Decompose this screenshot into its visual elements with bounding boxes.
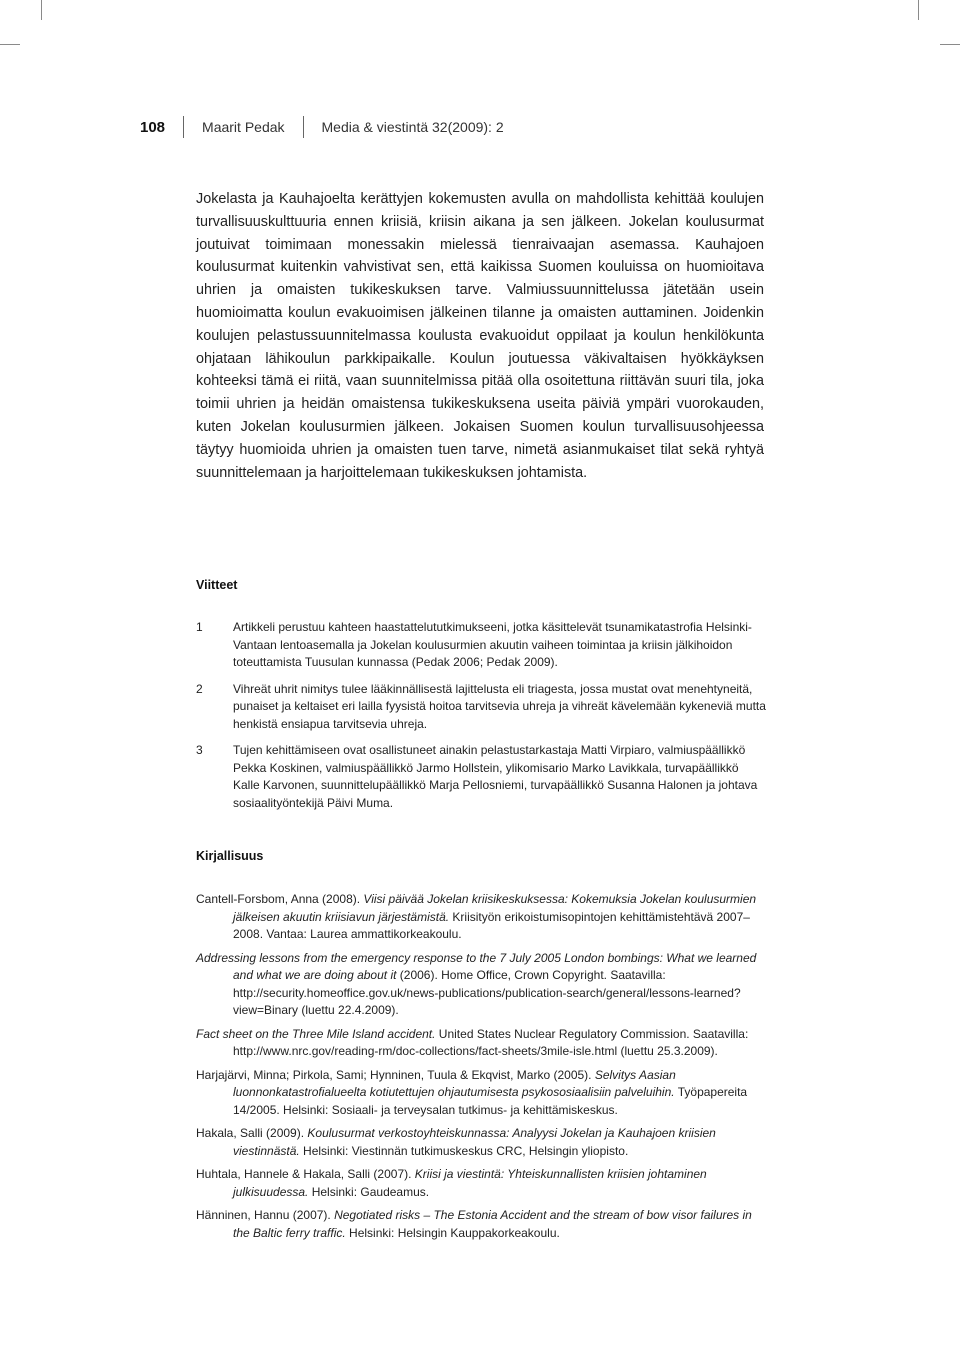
reference-author: Harjajärvi, Minna; Pirkola, Sami; Hynninen, Tuula & Ekqvist, Marko (2005). xyxy=(196,1067,595,1082)
reference-details: Helsinki: Viestinnän tutkimuskeskus CRC, Helsingin yliopisto. xyxy=(299,1143,629,1158)
reference-title: Selvitys Aasian luonnonkatastrofialueelta kotiutettujen ohjautumisesta psykososiaalisiin palveluihin. xyxy=(233,1067,676,1099)
reference-details: United States Nuclear Regulatory Commission. Saatavilla: http://www.nrc.gov/reading-rm/doc-collections/fact-sheets/3mile-isle.html (luettu 25.3.2009). xyxy=(233,1026,749,1058)
notes-list xyxy=(196,619,766,821)
crop-mark-top-right xyxy=(918,0,919,20)
note-number: 3 xyxy=(196,743,203,757)
header-divider xyxy=(303,116,304,138)
reference-title: Fact sheet on the Three Mile Island accident. xyxy=(196,1026,436,1041)
page-number: 108 xyxy=(140,118,166,136)
reference-details: Helsinki: Gaudeamus. xyxy=(308,1184,430,1199)
crop-mark-right-top xyxy=(940,44,960,45)
reference-item xyxy=(196,1125,766,1160)
reference-title: Viisi päivää Jokelan kriisikeskuksessa: Kokemuksia Jokelan koulusurmien jälkeisen akuutin kriisiavun järjestämistä. xyxy=(233,892,757,924)
reference-title: Kriisi ja viestintä: Yhteiskunnallisten kriisien johtaminen julkisuudessa. xyxy=(233,1167,707,1199)
header-divider xyxy=(183,116,184,138)
note-text: Vihreät uhrit nimitys tulee lääkinnällisestä lajittelusta eli triagesta, jossa mustat ovat menehtyneitä, punaiset ja keltaiset eri lailla fyysistä hoitoa tarvitsevia uhreja ja vihreät kävelemään kykeneviä mutta henkistä ensiapua tarvitsevia uhreja. xyxy=(233,681,766,731)
note-text: Tujen kehittämiseen ovat osallistuneet ainakin pelastustarkastaja Matti Virpiaro, valmiuspäällikkö Pekka Koskinen, valmiuspäällikkö Jarmo Hollstein, ylikomisario Marko Lavikkala, turvapäällikkö Kalle Karvonen, suunnittelupäällikkö Marja Pellosniemi, turvapäällikkö Susanna Halonen ja johtava sosiaalityöntekijä Päivi Muma. xyxy=(233,743,758,810)
references-list xyxy=(196,891,766,1248)
crop-mark-left-top xyxy=(0,44,20,45)
reference-item xyxy=(196,1166,766,1201)
reference-item xyxy=(196,950,766,1020)
note-number: 1 xyxy=(196,620,203,634)
note-item xyxy=(196,742,766,812)
running-header xyxy=(140,116,504,138)
notes-heading: Viitteet xyxy=(196,578,238,592)
header-journal: Media & viestintä 32(2009): 2 xyxy=(321,119,504,135)
reference-author: Hänninen, Hannu (2007). xyxy=(196,1208,335,1222)
reference-details: Kriisityön erikoistumisopintojen kehittämistehtävä 2007–2008. Vantaa: Laurea ammattikorkeakoulu. xyxy=(233,909,750,941)
reference-item xyxy=(196,1067,766,1120)
note-number: 2 xyxy=(196,681,203,696)
note-item xyxy=(196,681,766,734)
reference-item xyxy=(196,1026,766,1061)
reference-details: Työpapereita 14/2005. Helsinki: Sosiaali- ja terveysalan tutkimus- ja kehittämiskeskus. xyxy=(233,1085,748,1117)
reference-author: Cantell-Forsbom, Anna (2008). xyxy=(196,892,364,906)
note-item xyxy=(196,619,766,672)
reference-details: (2006). Home Office, Crown Copyright. Saatavilla: http://security.homeoffice.gov.uk/news-publications/publication-search/general/lessons-learned?view=Binary (luettu 22.4.2009). xyxy=(233,968,741,1017)
reference-item xyxy=(196,891,766,944)
reference-author: Huhtala, Hannele & Hakala, Salli (2007). xyxy=(196,1167,415,1181)
reference-author: Hakala, Salli (2009). xyxy=(196,1126,308,1140)
note-text: Artikkeli perustuu kahteen haastattelututkimukseeni, jotka käsittelevät tsunamikatastrofia Helsinki-Vantaan lentoasemalla ja Jokelan koulusurmien akuutin vaiheen toimintaa ja kriisin jälkihoidon toteuttamista Tuusulan kunnassa (Pedak 2006; Pedak 2009). xyxy=(233,620,752,669)
references-heading: Kirjallisuus xyxy=(196,849,264,863)
reference-title: Koulusurmat verkostoyhteiskunnassa: Analyysi Jokelan ja Kauhajoen kriisien viestinnästä. xyxy=(233,1126,716,1158)
reference-item xyxy=(196,1207,766,1242)
header-author: Maarit Pedak xyxy=(202,119,285,135)
crop-mark-top-left xyxy=(41,0,42,20)
reference-title: Negotiated risks – The Estonia Accident and the stream of bow visor failures in the Baltic ferry traffic. xyxy=(233,1208,752,1240)
body-text xyxy=(196,188,764,484)
reference-title: Addressing lessons from the emergency response to the 7 July 2005 London bombings: What we learned and what we are doing about it xyxy=(196,950,757,982)
body-paragraph: Jokelasta ja Kauhajoelta kerättyjen kokemusten avulla on mahdollista kehittää koulujen turvallisuuskulttuuria ennen kriisiä, kriisin aikana ja sen jälkeen. Jokelan koulusurmat joutuivat toimimaan monessakin mielessä tienraivaajan asemassa. Kauhajoen koulusurmat kuitenkin vahvistivat sen, että kaikissa Suomen kouluissa on huomioitava uhrien ja omaisten tukikeskuksen tarve. Valmiussuunnittelussa jätetään usein huomioimatta koulun evakuoimisen jälkeinen tilanne ja omaisten auttaminen. Joidenkin koulujen pelastussuunnitelmassa koulusta evakuoidut oppilaat ja koulun henkilökunta ohjataan lähikoulun parkkipaikalle. Koulun joutuessa väkivaltaisen hyökkäyksen kohteeksi tämä ei riitä, vaan suunnitelmissa pitää olla osoitettuna riittävän suuri tila, joka toimii uhrien ja heidän omaistensa tukikeskuksena useita päiviä ympäri vuorokauden, kuten Jokelan koulusurmien jälkeen. Jokaisen Suomen koulun turvallisuusohjeessa täytyy huomioida uhrien ja omaisten tuen tarve, nimetä asianmukaiset tilat sekä ryhtyä suunnittelemaan ja harjoittelemaan tukikeskuksen johtamista. xyxy=(196,191,764,481)
reference-details: Helsinki: Helsingin Kauppakorkeakoulu. xyxy=(345,1225,560,1240)
